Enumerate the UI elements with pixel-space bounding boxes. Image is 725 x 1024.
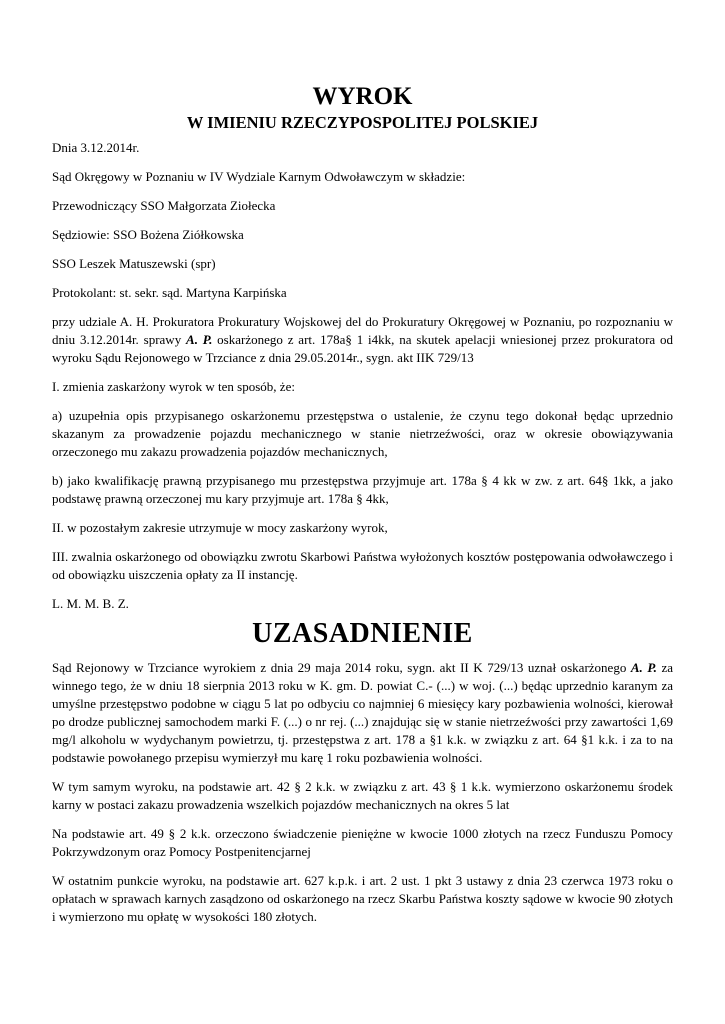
justification-paragraph-2: W tym samym wyroku, na podstawie art. 42 § 2 k.k. w związku z art. 43 § 1 k.k. wymierzono oskarżonemu środek karny w postaci zakazu prowadzenia wszelkich pojazdów mechanicznych na okres 5 lat — [52, 779, 673, 812]
judge-rapporteur: SSO Leszek Matuszewski (spr) — [52, 256, 216, 271]
defendant-name: A. P. — [630, 660, 657, 675]
verdict-date: Dnia 3.12.2014r. — [52, 140, 140, 155]
defendant-name: A. P. — [186, 332, 213, 347]
presiding-judge: Przewodniczący SSO Małgorzata Ziołecka — [52, 198, 276, 213]
verdict-point-1b: b) jako kwalifikację prawną przypisanego mu przestępstwa przyjmuje art. 178a § 4 kk w zw. z art. 64§ 1kk, a jako podstawę prawną orzeczonej mu kary przyjmuje art. 178a § 4kk, — [52, 473, 673, 506]
justification-paragraph-1: Sąd Rejonowy w Trzciance wyrokiem z dnia 29 maja 2014 roku, sygn. akt II K 729/13 uznał oskarżonego A. P. za winnego tego, że w dniu 18 sierpnia 2013 roku w K. gm. D. powiat C.- (...) w woj. (...) będąc uprzednio karanym za umyślne przestępstwo podobne w ciągu 5 lat po odbyciu co najmniej 6 miesięcy kary pozbawienia wolności, kierował po drodze publicznej samochodem marki F. (...) o nr rej. (...) znajdując się w stanie nietrzeźwości przy zawartości 1,69 mg/l alkoholu w wydychanym powietrzu, tj. przestępstwa z art. 178 a §1 k.k. w związku z art. 64 §1 k.k. i za to na podstawie powołanego przepisu wymierzył mu karę 1 roku pozbawienia wolności. — [52, 660, 673, 765]
intro-paragraph: przy udziale A. H. Prokuratora Prokuratury Wojskowej del do Prokuratury Okręgowej w Poznaniu, po rozpoznaniu w dniu 3.12.2014r. sprawy A. P. oskarżonego z art. 178a§ 1 i4kk, na skutek apelacji wniesionej przez prokuratora od wyroku Sądu Rejonowego w Trzciance z dnia 29.05.2014r., sygn. akt IIK 729/13 — [52, 314, 674, 365]
document-subtitle: W IMIENIU RZECZYPOSPOLITEJ POLSKIEJ — [186, 113, 539, 132]
court-composition: Sąd Okręgowy w Poznaniu w IV Wydziale Karnym Odwoławczym w składzie: — [52, 169, 466, 184]
justification-heading: UZASADNIENIE — [252, 618, 473, 649]
verdict-point-3: III. zwalnia oskarżonego od obowiązku zwrotu Skarbowi Państwa wyłożonych kosztów postępowania odwoławczego i od obowiązku uiszczenia opłaty za II instancję. — [52, 549, 673, 582]
justification-paragraph-3: Na podstawie art. 49 § 2 k.k. orzeczono świadczenie pieniężne w kwocie 1000 złotych na rzecz Funduszu Pomocy Pokrzywdzonym oraz Pomocy Postpenitencjarnej — [52, 826, 673, 859]
verdict-point-1a: a) uzupełnia opis przypisanego oskarżonemu przestępstwa o ustalenie, że czynu tego dokonał będąc uprzednio skazanym za prowadzenie pojazdu mechanicznego w stanie nietrzeźwości, oraz w okresie obowiązywania orzeczonego mu zakazu prowadzenia pojazdów mechanicznych, — [52, 408, 673, 459]
signature-initials: L. M. M. B. Z. — [52, 596, 129, 611]
verdict-point-1: I. zmienia zaskarżony wyrok w ten sposób, że: — [52, 379, 295, 394]
court-clerk: Protokolant: st. sekr. sąd. Martyna Karpińska — [52, 285, 287, 300]
document-title: WYROK — [312, 83, 413, 110]
verdict-point-2: II. w pozostałym zakresie utrzymuje w mocy zaskarżony wyrok, — [52, 520, 388, 535]
justification-paragraph-4: W ostatnim punkcie wyroku, na podstawie art. 627 k.p.k. i art. 2 ust. 1 pkt 3 ustawy z dnia 23 czerwca 1973 roku o opłatach w sprawach karnych zasądzono od oskarżonego na rzecz Skarbu Państwa koszty sądowe w kwocie 90 złotych i wymierzono mu opłatę w wysokości 180 złotych. — [52, 873, 673, 924]
judges: Sędziowie: SSO Bożena Ziółkowska — [52, 227, 244, 242]
